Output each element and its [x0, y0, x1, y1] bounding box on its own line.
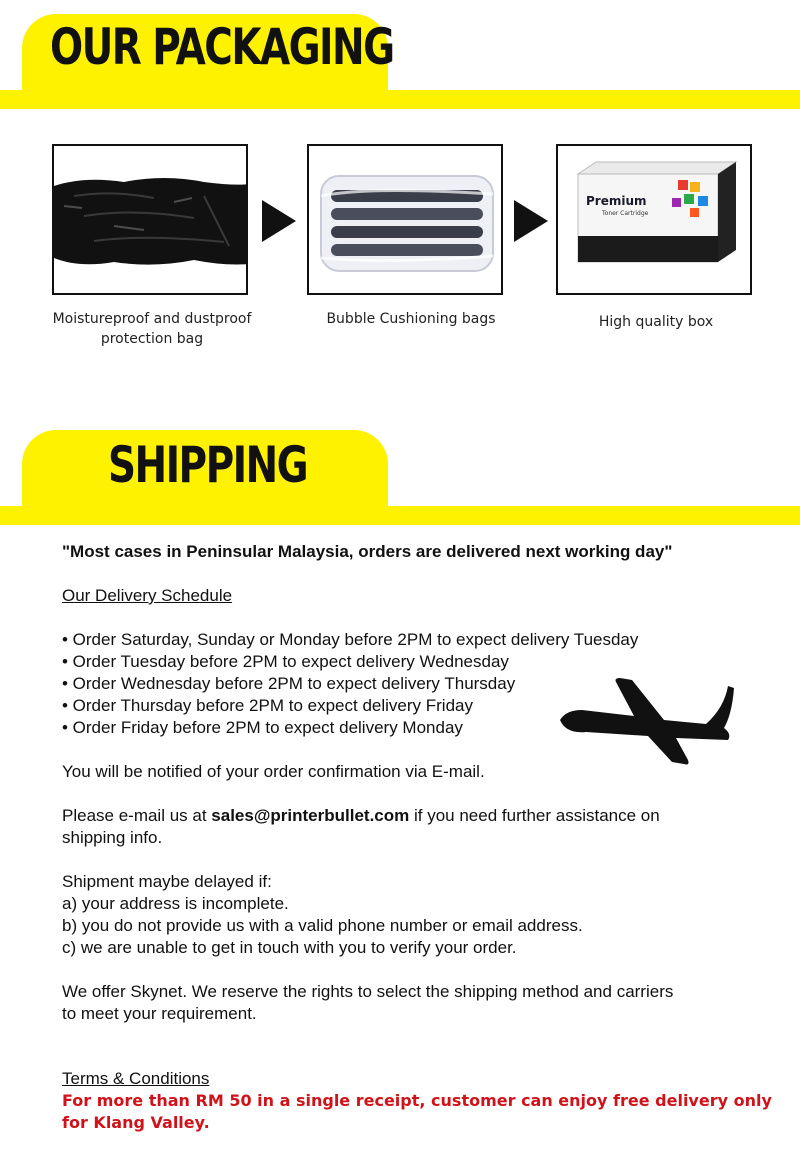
- terms-heading: Terms & Conditions: [62, 1069, 210, 1088]
- arrow-right-icon: [514, 200, 548, 242]
- protection-bag-image: [52, 144, 248, 295]
- bubble-bag-image: [307, 144, 503, 295]
- email-line2: shipping info.: [62, 828, 163, 847]
- terms-line: for Klang Valley.: [62, 1113, 210, 1132]
- schedule-list: [62, 629, 742, 739]
- protection-bag-caption: [44, 309, 260, 349]
- list-item: • Order Saturday, Sunday or Monday before 2PM to expect delivery Tuesday: [62, 630, 639, 649]
- delivery-quote: "Most cases in Peninsular Malaysia, orders are delivered next working day": [62, 542, 673, 561]
- bubble-bag-caption: Bubble Cushioning bags: [326, 311, 496, 327]
- delay-heading: Shipment maybe delayed if:: [62, 872, 272, 891]
- schedule-heading: Our Delivery Schedule: [62, 586, 233, 605]
- product-box-image: [556, 144, 752, 295]
- offer-paragraph: [62, 981, 742, 1025]
- shipping-title: SHIPPING: [108, 436, 308, 494]
- list-item: • Order Friday before 2PM to expect delivery Monday: [62, 718, 463, 737]
- delay-section: [62, 871, 742, 959]
- email-link[interactable]: sales@printerbullet.com: [211, 806, 410, 825]
- caption-line: protection bag: [100, 331, 204, 347]
- banner-bar: [0, 506, 800, 525]
- terms-text: [62, 1090, 772, 1134]
- shipping-banner: [0, 430, 800, 525]
- offer-line: We offer Skynet. We reserve the rights to select the shipping method and carriers: [62, 982, 674, 1001]
- list-item: a) your address is incomplete.: [62, 894, 289, 913]
- packaging-title: OUR PACKAGING: [50, 18, 394, 76]
- product-box-caption: High quality box: [598, 314, 714, 330]
- list-item: b) you do not provide us with a valid phone number or email address.: [62, 916, 583, 935]
- notify-text: You will be notified of your order confirmation via E-mail.: [62, 762, 485, 781]
- caption-line: Moistureproof and dustproof: [52, 311, 252, 327]
- box-brand-label: Premium: [586, 194, 647, 208]
- email-suffix: if you need further assistance on: [409, 806, 660, 825]
- list-item: • Order Wednesday before 2PM to expect delivery Thursday: [62, 674, 516, 693]
- list-item: • Order Thursday before 2PM to expect delivery Friday: [62, 696, 473, 715]
- arrow-right-icon: [262, 200, 296, 242]
- offer-line: to meet your requirement.: [62, 1004, 257, 1023]
- box-sub-label: Toner Cartridge: [602, 210, 649, 217]
- banner-bar: [0, 90, 800, 109]
- list-item: • Order Tuesday before 2PM to expect delivery Wednesday: [62, 652, 509, 671]
- email-prefix: Please e-mail us at: [62, 806, 212, 825]
- packaging-banner: [0, 14, 800, 109]
- email-paragraph: [62, 805, 742, 849]
- terms-line: For more than RM 50 in a single receipt, customer can enjoy free delivery only: [62, 1091, 772, 1110]
- list-item: c) we are unable to get in touch with you to verify your order.: [62, 938, 517, 957]
